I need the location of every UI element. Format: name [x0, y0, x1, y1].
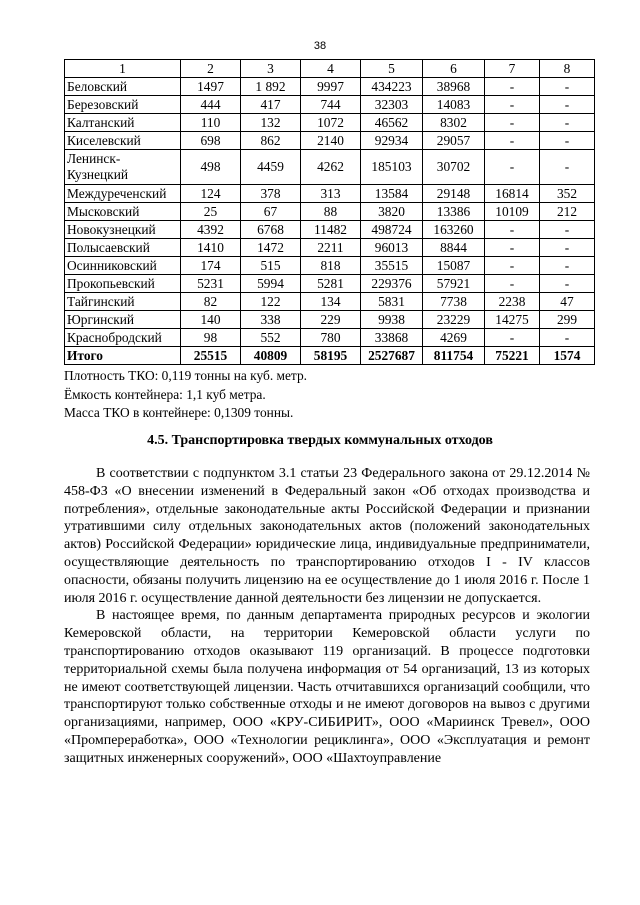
value-cell: 780 — [301, 329, 361, 347]
value-cell: 4392 — [181, 221, 241, 239]
value-cell: 698 — [181, 132, 241, 150]
value-cell: - — [540, 239, 595, 257]
value-cell: 38968 — [423, 78, 485, 96]
district-cell: Юргинский — [65, 311, 181, 329]
value-cell: 444 — [181, 96, 241, 114]
table-row — [65, 132, 595, 150]
district-cell: Ленинск-Кузнецкий — [65, 150, 181, 185]
value-cell: 8844 — [423, 239, 485, 257]
value-cell: - — [485, 329, 540, 347]
table-row — [65, 293, 595, 311]
value-cell: - — [540, 114, 595, 132]
table-row — [65, 257, 595, 275]
district-cell: Полысаевский — [65, 239, 181, 257]
paragraph: В соответствии с подпунктом 3.1 статьи 23 Федерального закона от 29.12.2014 № 458-ФЗ «О внесении изменений в Федеральный закон «Об отходах производства и потребления», отдельные законодательные акты Российской Федерации и признании утратившими силу отдельных законодательных актов (положений законодательных актов) Российской Федерации» юридические лица, индивидуальные предприниматели, осуществляющие деятельность по транспортированию отходов I - IV классов опасности, обязаны получить лицензию на ее осуществление до 1 июля 2016 г. После 1 июля 2016 г. осуществление данной деятельности без лицензии не допускается. — [64, 466, 590, 606]
value-cell: 229376 — [361, 275, 423, 293]
value-cell: 2527687 — [361, 347, 423, 365]
value-cell: 9997 — [301, 78, 361, 96]
value-cell: 5831 — [361, 293, 423, 311]
value-cell: 75221 — [485, 347, 540, 365]
value-cell: - — [485, 132, 540, 150]
value-cell: 1497 — [181, 78, 241, 96]
value-cell: 163260 — [423, 221, 485, 239]
value-cell: 818 — [301, 257, 361, 275]
value-cell: 25 — [181, 203, 241, 221]
value-cell: 30702 — [423, 150, 485, 185]
value-cell: 5281 — [301, 275, 361, 293]
value-cell: - — [540, 150, 595, 185]
value-cell: - — [485, 257, 540, 275]
value-cell: 7738 — [423, 293, 485, 311]
value-cell: 1 — [65, 60, 181, 78]
value-cell: 46562 — [361, 114, 423, 132]
value-cell: 134 — [301, 293, 361, 311]
table-row — [65, 221, 595, 239]
tko-table — [64, 59, 595, 365]
value-cell: 15087 — [423, 257, 485, 275]
value-cell: 2238 — [485, 293, 540, 311]
value-cell: 88 — [301, 203, 361, 221]
value-cell: 110 — [181, 114, 241, 132]
value-cell: 82 — [181, 293, 241, 311]
page-number: 38 — [313, 40, 327, 52]
value-cell: - — [485, 150, 540, 185]
value-cell: 13386 — [423, 203, 485, 221]
value-cell: 552 — [241, 329, 301, 347]
district-cell: Осинниковский — [65, 257, 181, 275]
value-cell: 35515 — [361, 257, 423, 275]
value-cell: 140 — [181, 311, 241, 329]
table-row — [65, 96, 595, 114]
district-cell: Мысковский — [65, 203, 181, 221]
value-cell: 5994 — [241, 275, 301, 293]
table-row — [65, 203, 595, 221]
value-cell: 212 — [540, 203, 595, 221]
value-cell: 5231 — [181, 275, 241, 293]
value-cell: 9938 — [361, 311, 423, 329]
district-cell: Калтанский — [65, 114, 181, 132]
section-heading: 4.5. Транспортировка твердых коммунальных отходов — [147, 433, 493, 448]
value-cell: 498724 — [361, 221, 423, 239]
value-cell: - — [485, 96, 540, 114]
value-cell: 2140 — [301, 132, 361, 150]
value-cell: - — [485, 275, 540, 293]
value-cell: 352 — [540, 185, 595, 203]
value-cell: 58195 — [301, 347, 361, 365]
value-cell: 811754 — [423, 347, 485, 365]
container-mass-note: Масса ТКО в контейнере: 0,1309 тонны. — [64, 405, 294, 420]
value-cell: 4 — [301, 60, 361, 78]
value-cell: 40809 — [241, 347, 301, 365]
district-cell: Итого — [65, 347, 181, 365]
value-cell: 4269 — [423, 329, 485, 347]
value-cell: 14275 — [485, 311, 540, 329]
value-cell: 124 — [181, 185, 241, 203]
value-cell: 4262 — [301, 150, 361, 185]
value-cell: 57921 — [423, 275, 485, 293]
header-row — [65, 60, 595, 78]
value-cell: 6 — [423, 60, 485, 78]
value-cell: 744 — [301, 96, 361, 114]
value-cell: 13584 — [361, 185, 423, 203]
value-cell: 8302 — [423, 114, 485, 132]
value-cell: 417 — [241, 96, 301, 114]
table-row — [65, 185, 595, 203]
value-cell: 23229 — [423, 311, 485, 329]
body-text — [64, 465, 590, 768]
value-cell: 3820 — [361, 203, 423, 221]
value-cell: - — [540, 96, 595, 114]
total-row — [65, 347, 595, 365]
value-cell: 67 — [241, 203, 301, 221]
value-cell: 1574 — [540, 347, 595, 365]
paragraph: В настоящее время, по данным департамента природных ресурсов и экологии Кемеровской области, на территории Кемеровской области услуги по транспортированию отходов оказывают 119 организаций. В процессе подготовки территориальной схемы была получена информация от 54 организаций, 13 из которых не имеют соответствующей лицензии. Часть отчитавшихся организаций сообщили, что транспортируют только собственные отходы и не имеют договоров на вывоз с другими организациями, например, ООО «КРУ-СИБИРИТ», ООО «Мариинск Тревел», ООО «Промпереработка», ООО «Технологии рециклинга», ООО «Эксплуатация и ремонт защитных инженерных сооружений», ООО «Шахтоуправление — [64, 608, 590, 766]
value-cell: 4459 — [241, 150, 301, 185]
value-cell: - — [485, 114, 540, 132]
value-cell: 96013 — [361, 239, 423, 257]
table-notes — [64, 367, 307, 423]
value-cell: 313 — [301, 185, 361, 203]
value-cell: 378 — [241, 185, 301, 203]
value-cell: 10109 — [485, 203, 540, 221]
value-cell: 29148 — [423, 185, 485, 203]
value-cell: - — [485, 239, 540, 257]
value-cell: 8 — [540, 60, 595, 78]
value-cell: - — [540, 221, 595, 239]
value-cell: 122 — [241, 293, 301, 311]
district-cell: Березовский — [65, 96, 181, 114]
table-row — [65, 150, 595, 185]
value-cell: 498 — [181, 150, 241, 185]
table-row — [65, 78, 595, 96]
district-cell: Беловский — [65, 78, 181, 96]
value-cell: 338 — [241, 311, 301, 329]
value-cell: 3 — [241, 60, 301, 78]
table-row — [65, 239, 595, 257]
value-cell: 92934 — [361, 132, 423, 150]
value-cell: 33868 — [361, 329, 423, 347]
value-cell: 299 — [540, 311, 595, 329]
value-cell: 185103 — [361, 150, 423, 185]
value-cell: 515 — [241, 257, 301, 275]
table-row — [65, 311, 595, 329]
density-note: Плотность ТКО: 0,119 тонны на куб. метр. — [64, 368, 307, 383]
value-cell: 14083 — [423, 96, 485, 114]
table-row — [65, 114, 595, 132]
value-cell: 1472 — [241, 239, 301, 257]
value-cell: 174 — [181, 257, 241, 275]
table-row — [65, 329, 595, 347]
district-cell: Краснобродский — [65, 329, 181, 347]
value-cell: - — [540, 132, 595, 150]
value-cell: 1072 — [301, 114, 361, 132]
district-cell: Междуреченский — [65, 185, 181, 203]
value-cell: 47 — [540, 293, 595, 311]
district-cell: Прокопьевский — [65, 275, 181, 293]
value-cell: 229 — [301, 311, 361, 329]
district-cell: Тайгинский — [65, 293, 181, 311]
container-capacity-note: Ёмкость контейнера: 1,1 куб метра. — [64, 386, 266, 402]
value-cell: 98 — [181, 329, 241, 347]
value-cell: 862 — [241, 132, 301, 150]
value-cell: 434223 — [361, 78, 423, 96]
table-row — [65, 275, 595, 293]
district-cell: Киселевский — [65, 132, 181, 150]
value-cell: 11482 — [301, 221, 361, 239]
value-cell: - — [540, 275, 595, 293]
value-cell: - — [485, 221, 540, 239]
value-cell: - — [540, 257, 595, 275]
value-cell: - — [540, 78, 595, 96]
value-cell: 1410 — [181, 239, 241, 257]
value-cell: - — [540, 329, 595, 347]
value-cell: 5 — [361, 60, 423, 78]
value-cell: 29057 — [423, 132, 485, 150]
value-cell: 32303 — [361, 96, 423, 114]
value-cell: 132 — [241, 114, 301, 132]
value-cell: 1 892 — [241, 78, 301, 96]
value-cell: 6768 — [241, 221, 301, 239]
value-cell: 2211 — [301, 239, 361, 257]
value-cell: - — [485, 78, 540, 96]
district-cell: Новокузнецкий — [65, 221, 181, 239]
value-cell: 2 — [181, 60, 241, 78]
value-cell: 7 — [485, 60, 540, 78]
value-cell: 16814 — [485, 185, 540, 203]
value-cell: 25515 — [181, 347, 241, 365]
